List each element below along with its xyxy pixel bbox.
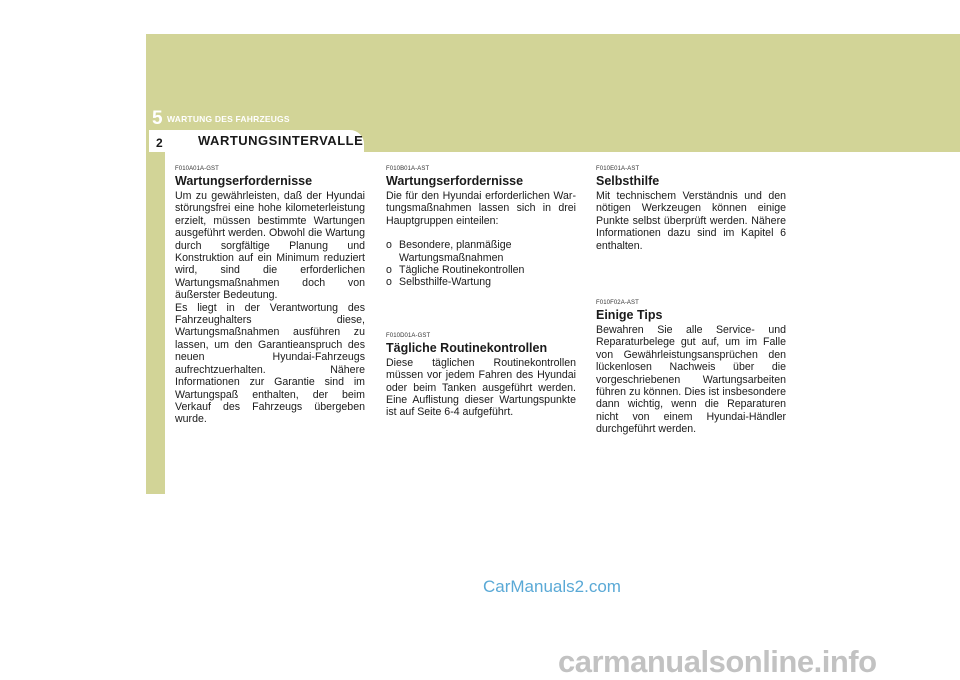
section-heading: Tägliche Routinekontrollen xyxy=(386,340,548,355)
chapter-number: 5 xyxy=(152,108,163,129)
body-paragraph: Mit technischem Verständnis und den nötigen Werkzeugen können einige Punkte selbst überprüft werden. Nähere Informationen dazu sind im Kapitel 6 enthalten. xyxy=(596,190,786,252)
body-paragraph: Die für den Hyundai erforderlichen War-tungsmaßnahmen lassen sich in drei Hauptgruppen einteilen: xyxy=(386,190,576,227)
section-heading: Wartungserfordernisse xyxy=(386,174,524,188)
list-item xyxy=(386,264,576,276)
column-3 xyxy=(596,166,786,436)
list-item xyxy=(386,239,576,264)
chapter-title: WARTUNG DES FAHRZEUGS xyxy=(167,114,290,124)
section-code: F010A01A-GST xyxy=(175,166,219,172)
list-item-text: Tägliche Routinekontrollen xyxy=(399,264,525,277)
section-heading: Einige Tips xyxy=(596,308,663,323)
body-paragraph: Bewahren Sie alle Service- und Reparaturbelege gut auf, um im Falle von Gewährleistungsansprüchen den lückenlosen Nachweis über die vorgeschriebenen Wartungsarbeiten führen zu können. Dies ist insbesondere dann wichtig, wenn die Reparaturen nicht von einem Hyundai-Händler durchgeführt werden. xyxy=(596,324,786,436)
section-heading: Selbsthilfe xyxy=(596,174,660,188)
column-2 xyxy=(386,166,576,419)
list-item-text: Besondere, planmäßige Wartungsmaßnahmen xyxy=(399,239,512,264)
watermark-carmanualsonline[interactable]: carmanualsonline.info xyxy=(558,644,877,679)
list-bullet: o xyxy=(386,276,392,289)
maintenance-groups-list xyxy=(386,239,576,289)
body-paragraph: Diese täglichen Routinekontrollen müssen vor jedem Fahren des Hyundai oder beim Tanken ausgeführt werden. Eine Auflistung dieser Wartungspunkte ist auf Seite 6-4 aufgeführt. xyxy=(386,356,576,419)
section-code: F010D01A-GST xyxy=(386,332,431,339)
watermark-carmanuals2[interactable]: CarManuals2.com xyxy=(483,577,621,596)
list-bullet: o xyxy=(386,264,392,277)
section-heading: Wartungserfordernisse xyxy=(175,174,313,188)
list-item-text: Selbsthilfe-Wartung xyxy=(399,276,492,289)
list-bullet: o xyxy=(386,239,392,252)
list-item xyxy=(386,276,576,288)
column-1 xyxy=(175,166,365,426)
section-code: F010F02A-AST xyxy=(596,300,639,307)
section-code: F010E01A-AST xyxy=(596,166,640,172)
page-number: 2 xyxy=(156,136,163,150)
body-paragraph: Es liegt in der Verantwortung des Fahrzeughalters diese, Wartungsmaßnahmen ausführen zu lassen, um den Garantieanspruch des neuen Hyundai-Fahrzeugs aufrechtzuerhalten. Nähere Informationen zur Garantie sind im Wartungspaß enthalten, der beim Verkauf des Fahrzeugs übergeben wurde. xyxy=(175,301,365,426)
section-code: F010B01A-AST xyxy=(386,166,430,172)
body-paragraph: Um zu gewährleisten, daß der Hyundai störungsfrei eine hohe kilometerleistung erzielt, müssen bestimmte Wartungen ausgeführt werden. Obwohl die Wartung durch sorgfältige Planung und Konstruktion auf ein Minimum reduziert wird, sind die erforderlichen Wartungsmaßnahmen doch von äußerster Bedeutung. xyxy=(175,190,365,302)
section-title: WARTUNGSINTERVALLE xyxy=(198,133,364,148)
